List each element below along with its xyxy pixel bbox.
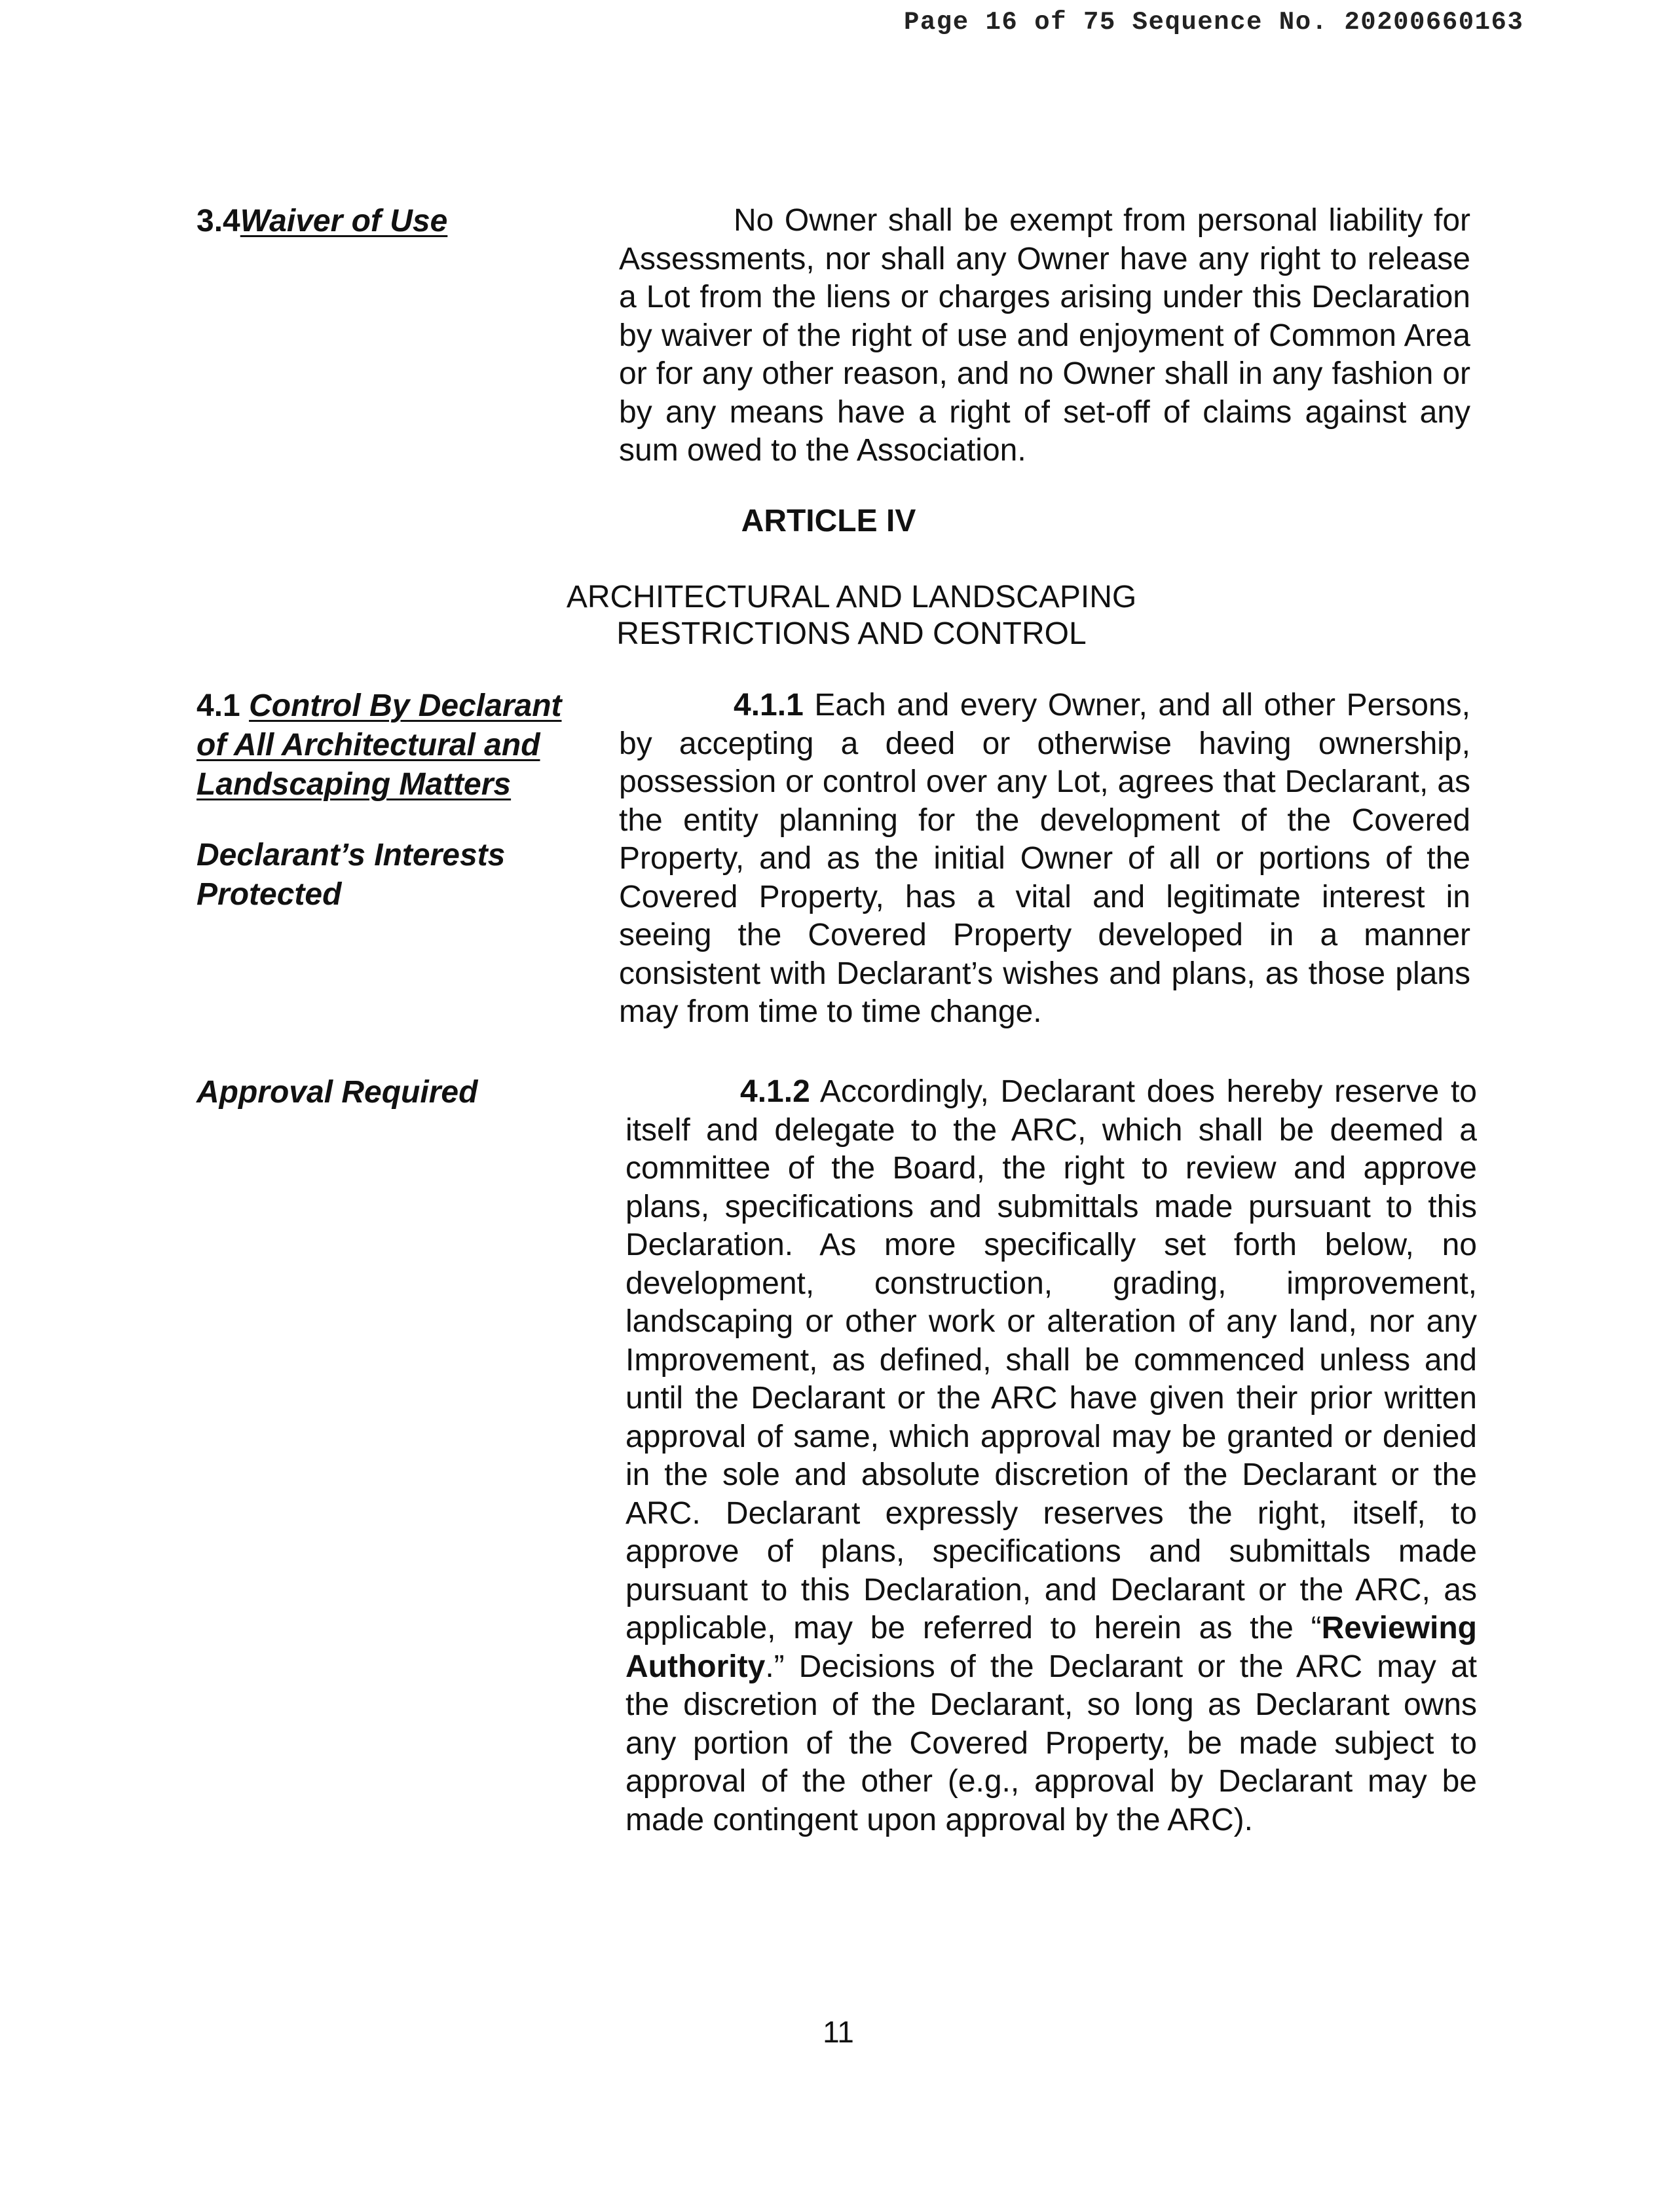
section-title-line-3: Landscaping Matters xyxy=(196,767,512,802)
section-4-1-2-body xyxy=(625,1073,1477,1839)
paragraph-number: 4.1.2 xyxy=(740,1074,810,1109)
section-3-4-paragraph: No Owner shall be exempt from personal liability for Assessments, nor shall any Owner have any right to release a Lot from the liens or charges arising under this Declaration by waiver of the right of use and enjoyment of Common Area or for any other reason, and no Owner shall in any fashion or by any means have a right of set-off of claims against any sum owed to the Association. xyxy=(619,203,1470,468)
section-title-line-2: of All Architectural and xyxy=(196,728,540,762)
defined-term: Reviewing Authority xyxy=(625,1611,1477,1684)
side-caption-line-1: Declarant’s Interests xyxy=(196,838,506,873)
article-label: ARTICLE IV xyxy=(741,504,916,538)
paragraph-text: Each and every Owner, and all other Persons, by accepting a deed or otherwise having ownership, possession or control over any Lot, agrees that Declarant, as the entity planning for the development of the Covered Property, and as the initial Owner of all or portions of the Covered Property, has a vital and legitimate interest in seeing the Covered Property developed in a manner consistent with Declarant’s wishes and plans, as those plans may from time to time change. xyxy=(619,688,1470,1029)
article-heading xyxy=(458,579,1244,652)
section-title: Waiver of Use xyxy=(240,204,448,238)
paragraph-number: 4.1.1 xyxy=(734,688,804,723)
side-caption-line-2: Protected xyxy=(196,877,342,912)
paragraph-4-1-2 xyxy=(625,1073,1477,1839)
page-header: Page 16 of 75 Sequence No. 20200660163 xyxy=(904,8,1524,37)
section-number: 4.1 xyxy=(196,688,240,723)
page-number: 11 xyxy=(823,2015,854,2049)
paragraph-text-a: Accordingly, Declarant does hereby reserve to itself and delegate to the ARC, which shall be deemed a committee of the Board, the right to review and approve plans, specifications and submittals made pursuant to this Declaration. As more specifically set forth below, no development, construction, grading, improvement, landscaping or other work or alteration of any land, nor any Improvement, as defined, shall be commenced unless and until the Declarant or the ARC have given their prior written approval of same, which approval may be granted or denied in the sole and absolute discretion of the Declarant or the ARC. Declarant expressly reserves the right, itself, to approve of plans, specifications and submittals made pursuant to this Declaration, and Declarant or the ARC, as applicable, may be referred to herein as the “ xyxy=(625,1074,1477,1645)
section-3-4-title xyxy=(196,202,589,241)
paragraph-text-b: .” Decisions of the Declarant or the ARC may at the discretion of the Declarant, so long as Declarant owns any portion of the Covered Property, be made subject to approval of the other (e.g., approval by Declarant may be made contingent upon approval by the ARC). xyxy=(625,1649,1477,1837)
section-4-1-1-body xyxy=(619,686,1470,1032)
side-caption-approval: Approval Required xyxy=(196,1075,478,1110)
paragraph-4-1-1 xyxy=(619,686,1470,1032)
article-heading-line-1: ARCHITECTURAL AND LANDSCAPING xyxy=(566,580,1137,614)
section-title-line-1: Control By Declarant xyxy=(249,688,562,723)
section-4-1-title xyxy=(196,686,589,804)
article-heading-line-2: RESTRICTIONS AND CONTROL xyxy=(616,616,1087,651)
section-number: 3.4 xyxy=(196,204,240,238)
section-3-4-body xyxy=(619,202,1470,470)
side-caption-interests xyxy=(196,836,589,914)
